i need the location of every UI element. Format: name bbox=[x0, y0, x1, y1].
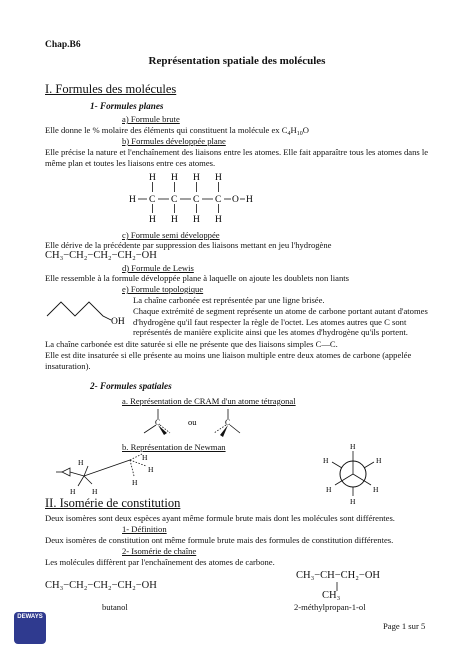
newman-h-lower-right: H bbox=[373, 485, 379, 494]
atom-h-top1: H bbox=[149, 173, 156, 183]
text-definition: Deux isomères de constitution ont même formule brute mais des formules de constitution différentes. bbox=[45, 535, 394, 545]
sawhorse-h1: H bbox=[78, 458, 84, 467]
atom-c2: C bbox=[171, 195, 178, 205]
atom-h-right: H bbox=[246, 195, 253, 205]
title-topologique: e) Formule topologique bbox=[122, 284, 204, 294]
text-formule-brute: Elle donne le % molaire des éléments qui constituent la molécule ex $C_4H_{10}O$ bbox=[45, 125, 309, 137]
atom-h-left: H bbox=[129, 195, 136, 205]
atom-c4: C bbox=[215, 195, 222, 205]
newman-projection-diagram bbox=[310, 440, 396, 506]
atom-h-bot3: H bbox=[193, 215, 200, 225]
developed-formula-diagram bbox=[125, 170, 255, 228]
section-heading-isomerie: II. Isomérie de constitution bbox=[45, 496, 181, 510]
page-title: Représentation spatiale des molécules bbox=[148, 55, 326, 67]
formula-butanol: CH₃−CH₂−CH₂−CH₂−OH bbox=[45, 580, 157, 591]
sawhorse-h3: H bbox=[92, 487, 98, 496]
formula-methylpropanol: CH₃−CH−CH₂−OH bbox=[296, 570, 381, 581]
atom-c1: C bbox=[149, 195, 156, 205]
title-formule-brute: a) Formule brute bbox=[122, 114, 180, 124]
title-isomerie-chaine: 2- Isomérie de chaîne bbox=[122, 546, 197, 556]
sawhorse-h5: H bbox=[148, 465, 154, 474]
atom-h-bot1: H bbox=[149, 215, 156, 225]
label-butanol: butanol bbox=[102, 602, 128, 612]
newman-h-upper-right: H bbox=[376, 456, 382, 465]
atom-c3: C bbox=[193, 195, 200, 205]
text-topo-1: La chaîne carbonée est représentée par une ligne brisée. bbox=[133, 295, 325, 305]
title-semi-developpee: c) Formule semi développée bbox=[122, 230, 220, 240]
atom-h-bot2: H bbox=[171, 215, 178, 225]
atom-h-top2: H bbox=[171, 173, 178, 183]
publisher-logo: DEWAYS bbox=[14, 612, 46, 644]
cram-ou-label: ou bbox=[188, 417, 197, 427]
sawhorse-h2: H bbox=[70, 487, 76, 496]
text-semi-developpee: Elle dérive de la précédente par suppression des liaisons mettant en jeu l'hydrogène bbox=[45, 240, 332, 250]
text-topo-3: La chaîne carbonée est dite saturée si elle ne présente que des liaisons simples C—C. bbox=[45, 339, 338, 349]
formula-semi-developpee: CH₃−CH₂−CH₂−CH₂−OH bbox=[45, 250, 157, 261]
chapter-label: Chap.B6 bbox=[45, 40, 81, 50]
text-lewis: Elle ressemble à la formule développée plane à laquelle on ajoute les doublets non liants bbox=[45, 273, 350, 283]
text-formule-developpee: Elle précise la nature et l'enchaînement des liaisons entre les atomes. Elle fait apparaître tous les atomes dans le même plan et toutes les liaisons entre ces atomes. bbox=[45, 147, 429, 168]
cram-diagram bbox=[140, 407, 260, 439]
title-cram: a. Représentation de CRAM d'un atome tétragonal bbox=[122, 396, 296, 406]
subsection-formules-spatiales: 2- Formules spatiales bbox=[90, 381, 172, 391]
formula-methyl-branch: CH₃ bbox=[322, 590, 341, 601]
topo-oh-label: OH bbox=[111, 317, 125, 327]
newman-h-upper-left: H bbox=[323, 456, 329, 465]
text-isomerie-chaine: Les molécules diffèrent par l'enchaînement des atomes de carbone. bbox=[45, 557, 275, 567]
sawhorse-diagram bbox=[52, 452, 170, 502]
atom-o: O bbox=[232, 195, 239, 205]
cram-carbon-left: C bbox=[155, 418, 161, 427]
atom-h-top4: H bbox=[215, 173, 222, 183]
text-topo-4: Elle est dite insaturée si elle présente au moins une liaison multiple entre deux atomes de carbone (appelée insaturation). bbox=[45, 350, 412, 371]
atom-h-top3: H bbox=[193, 173, 200, 183]
newman-h-bottom: H bbox=[350, 497, 356, 506]
sawhorse-h6: H bbox=[132, 478, 138, 487]
text-isomeres-intro: Deux isomères sont deux espèces ayant même formule brute mais dont les molécules sont différentes. bbox=[45, 513, 395, 523]
sawhorse-h4: H bbox=[142, 453, 148, 462]
cram-carbon-right: C bbox=[225, 418, 231, 427]
text-topo-2: Chaque extrémité de segment représente un atome de carbone portant autant d'atomes d'hydrogène qu'il faut respecter la règle de l'octet. Les atomes autres que C sont représentés de manière explicite ainsi que les atomes d'hydrogène qu'ils portent. bbox=[133, 306, 428, 337]
section-heading-formules: I. Formules des molécules bbox=[45, 82, 177, 96]
label-methylpropanol: 2-méthylpropan-1-ol bbox=[294, 602, 366, 612]
atom-h-bot4: H bbox=[215, 215, 222, 225]
title-newman: b. Représentation de Newman bbox=[122, 442, 226, 452]
newman-h-top: H bbox=[350, 442, 356, 451]
title-formule-developpee: b) Formules développée plane bbox=[122, 136, 226, 146]
topological-formula-diagram bbox=[45, 296, 127, 330]
subsection-formules-planes: 1- Formules planes bbox=[90, 101, 164, 111]
title-lewis: d) Formule de Lewis bbox=[122, 263, 194, 273]
title-definition: 1- Définition bbox=[122, 524, 167, 534]
newman-h-lower-left: H bbox=[326, 485, 332, 494]
page-number: Page 1 sur 5 bbox=[383, 621, 426, 631]
